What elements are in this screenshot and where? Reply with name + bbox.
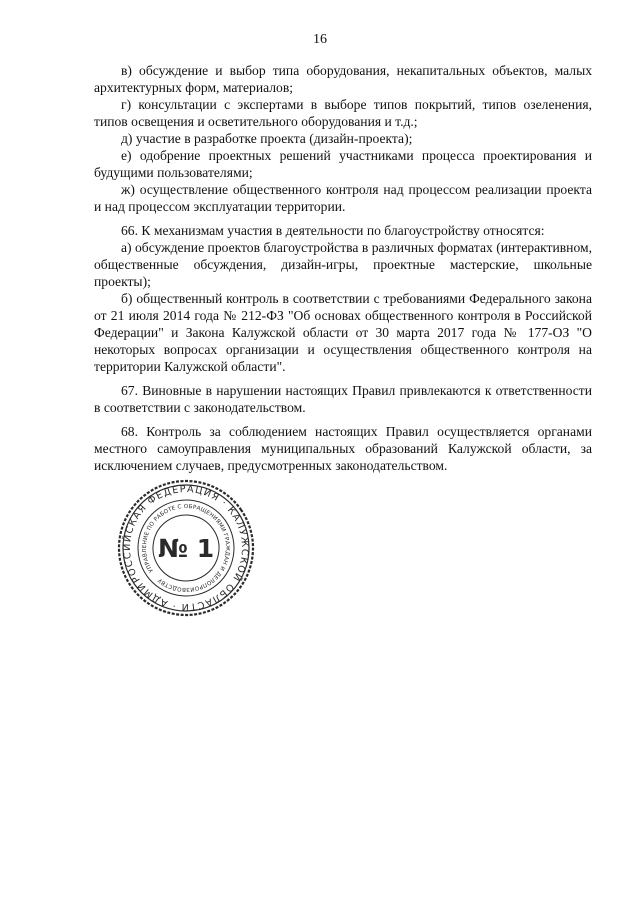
paragraph-66-item-b: б) общественный контроль в соответствии с требованиями Федерального закона от 21 июля 2014 года № 212-ФЗ "Об основах общественного контроля в Российской Федерации" и Закона Калужской области от 30 марта 2017 года № 177-ОЗ "О некоторых вопросах организации и осуществления общественного контроля на территории Калужской области". — [94, 291, 592, 374]
paragraph-item-d: д) участие в разработке проекта (дизайн-проекта); — [121, 131, 413, 146]
page-number: 16 — [313, 32, 327, 47]
paragraph-68: 68. Контроль за соблюдением настоящих Правил осуществляется органами местного самоуправления муниципальных образований Калужской области, за исключением случаев, предусмотренных законодательством. — [94, 424, 592, 473]
official-seal-stamp — [116, 478, 256, 618]
seal-center-number: № 1 — [157, 534, 215, 563]
paragraph-item-zh: ж) осуществление общественного контроля над процессом реализации проекта и над процессом эксплуатации территории. — [94, 182, 592, 214]
paragraph-67: 67. Виновные в нарушении настоящих Правил привлекаются к ответственности в соответствии с законодательством. — [94, 383, 592, 415]
paragraph-item-e: е) одобрение проектных решений участниками процесса проектирования и будущими пользователями; — [94, 148, 592, 180]
document-body — [94, 62, 592, 474]
paragraph-item-g: г) консультации с экспертами в выборе типов покрытий, типов озеленения, типов освещения и осветительного оборудования и т.д.; — [94, 97, 592, 129]
seal-inner-text: УПРАВЛЕНИЕ ПО РАБОТЕ С ОБРАЩЕНИЯМИ ГРАЖДАН И ДЕЛОПРОИЗВОДСТВУ — [141, 503, 231, 593]
paragraph-item-v: в) обсуждение и выбор типа оборудования, некапитальных объектов, малых архитектурных форм, материалов; — [94, 63, 592, 95]
paragraph-66-item-a: а) обсуждение проектов благоустройства в различных форматах (интерактивном, общественные обсуждения, дизайн-игры, проектные мастерские, школьные проекты); — [94, 240, 592, 289]
paragraph-66: 66. К механизмам участия в деятельности по благоустройству относятся: — [121, 223, 545, 238]
seal-icon — [116, 478, 256, 618]
seal-outer-text: РОССИЙСКАЯ ФЕДЕРАЦИЯ · КАЛУЖСКОЙ ОБЛАСТИ · АДМИНИСТРАЦИЯ — [121, 483, 251, 613]
